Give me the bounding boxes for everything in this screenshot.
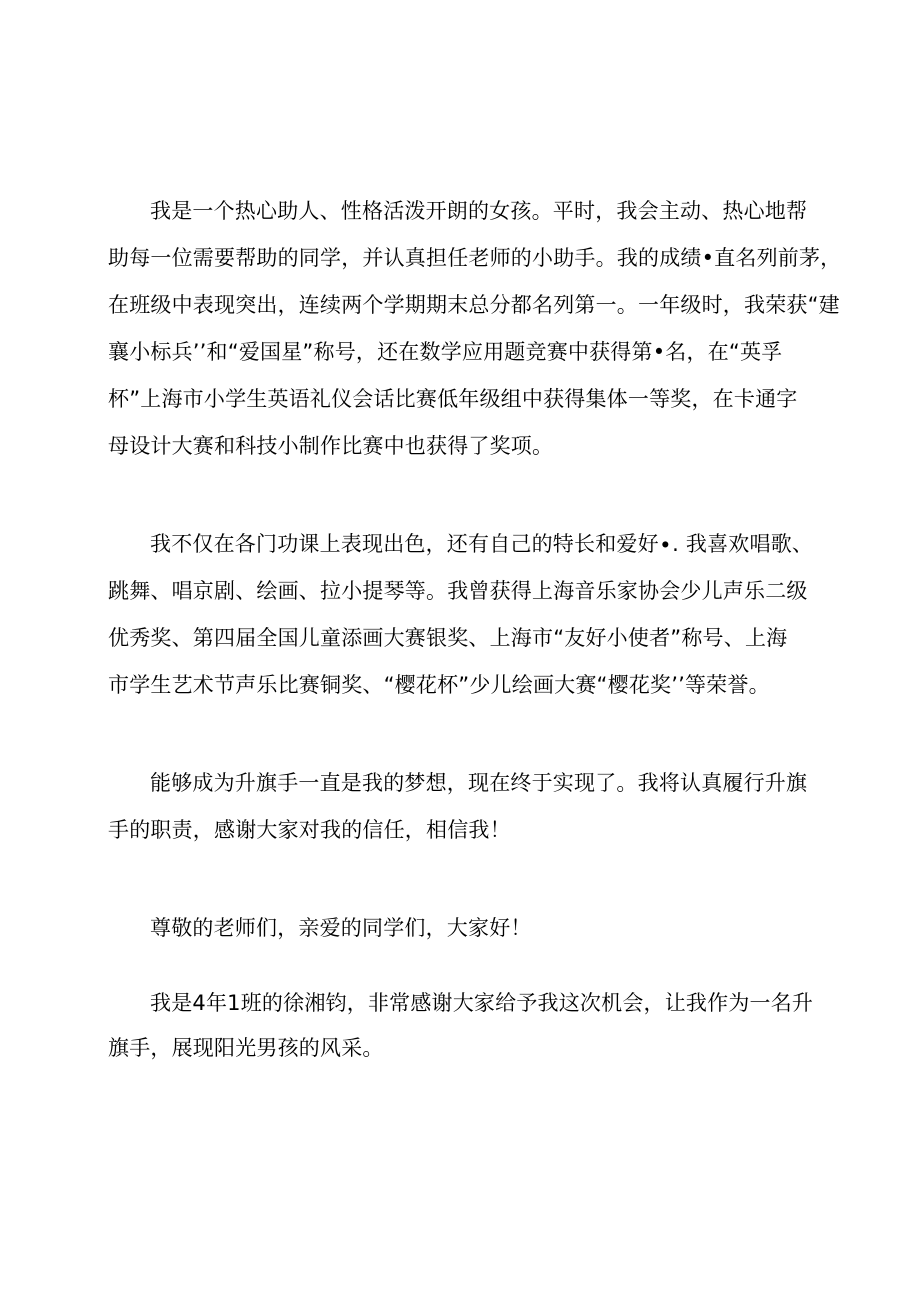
paragraph-line: 在班级中表现突出，连续两个学期期末总分都名列第一。一年级时，我荣获“建 [108,293,840,317]
paragraph-line: 杯”上海市小学生英语礼仪会话比赛低年级组中获得集体一等奖，在卡通字 [108,387,798,411]
paragraph-line: 母设计大赛和科技小制作比赛中也获得了奖项。 [108,434,554,458]
paragraph-line: 能够成为升旗手一直是我的梦想，现在终于实现了。我将认真履行升旗 [150,771,808,795]
paragraph-line: 助每一位需要帮助的同学，并认真担任老师的小助手。我的成绩•直名列前茅， [108,246,842,270]
paragraph-line: 襄小标兵’’和“爱国星”称号，还在数学应用题竞赛中获得第•名，在“英孚 [108,340,783,364]
paragraph-line: 市学生艺术节声乐比赛铜奖、“樱花杯”少儿绘画大赛“樱花奖’’等荣誉。 [108,673,770,697]
paragraph-line: 我是4年1班的徐湘钧，非常感谢大家给予我这次机会，让我作为一名升 [150,991,814,1015]
paragraph-line: 尊敬的老师们，亲爱的同学们，大家好！ [150,916,532,940]
paragraph-line: 跳舞、唱京剧、绘画、拉小提琴等。我曾获得上海音乐家协会少儿声乐二级 [108,579,808,603]
paragraph-line: 手的职责，感谢大家对我的信任，相信我！ [108,818,511,842]
paragraph-line: 我是一个热心助人、性格活泼开朗的女孩。平时，我会主动、热心地帮 [150,199,808,223]
paragraph-line: 优秀奖、第四届全国儿童添画大赛银奖、上海市“友好小使者”称号、上海 [108,626,788,650]
paragraph-line: 旗手，展现阳光男孩的风采。 [108,1036,384,1060]
paragraph-line: 我不仅在各门功课上表现出色，还有自己的特长和爱好∙. 我喜欢唱歌、 [150,532,814,556]
